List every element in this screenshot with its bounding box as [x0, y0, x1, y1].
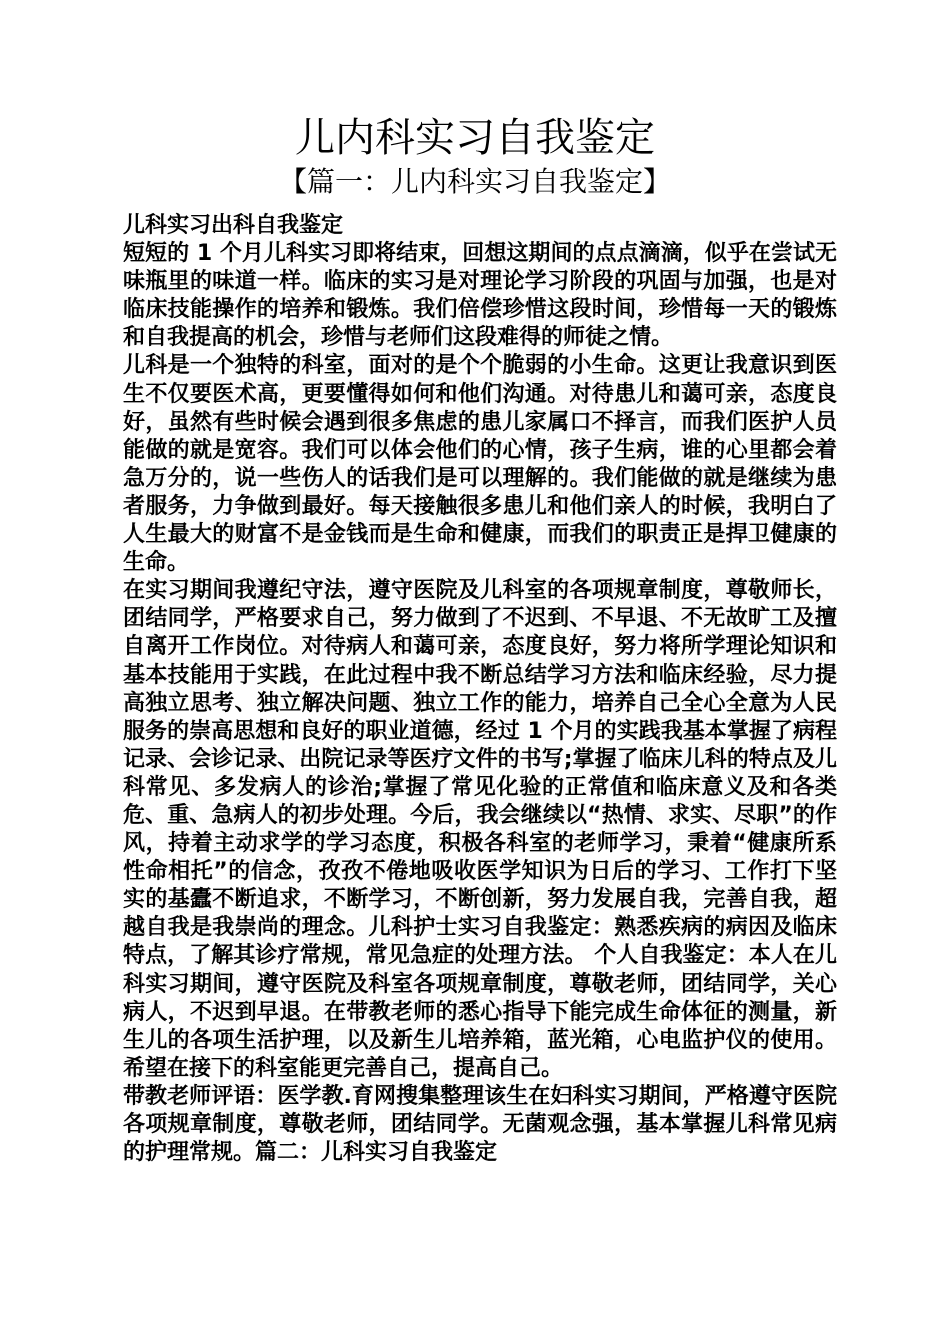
document-body	[117, 212, 837, 1167]
document-title: 儿内科实习自我鉴定	[295, 115, 655, 161]
section-heading: 儿科实习出科自我鉴定	[123, 213, 344, 238]
paragraph-1: 短短的 1 个月儿科实习即将结束，回想这期间的点点滴滴，似乎在尝试无味瓶里的味道一样。临床的实习是对理论学习阶段的巩固与加强，也是对临床技能操作的培养和锻炼。我们倍偿珍惜这段时间，珍惜每一天的锻炼和自我提高的机会，珍惜与老师们这段难得的师徒之情。	[123, 241, 837, 351]
document-subtitle: 【篇一：儿内科实习自我鉴定】	[278, 165, 671, 198]
paragraph-3: 在实习期间我遵纪守法，遵守医院及儿科室的各项规章制度，尊敬师长，团结同学，严格要求自己，努力做到了不迟到、不早退、不无故旷工及擅自离开工作岗位。对待病人和蔼可亲，态度良好，努力将所学理论知识和基本技能用于实践，在此过程中我不断总结学习方法和临床经验，尽力提高独立思考、独立解决问题、独立工作的能力，培养自己全心全意为人民服务的崇高思想和良好的职业道德，经过 1 个月的实践我基本掌握了病程记录、会诊记录、出院记录等医疗文件的书写;掌握了临床儿科的特点及儿科常见、多发病人的诊治;掌握了常见化验的正常值和临床意义及和各类危、重、急病人的初步处理。今后，我会继续以“热情、求实、尽职”的作风，持着主动求学的学习态度，积极各科室的老师学习，秉着“健康所系性命相托”的信念，孜孜不倦地吸收医学知识为日后的学习、工作打下坚实的基蠹不断追求，不断学习，不断创新，努力发展自我，完善自我，超越自我是我崇尚的理念。儿科护士实习自我鉴定：熟悉疾病的病因及临床特点，了解其诊疗常规，常见急症的处理方法。 个人自我鉴定：本人在儿科实习期间，遵守医院及科室各项规章制度，尊敬老师，团结同学，关心病人，不迟到早退。在带教老师的悉心指导下能完成生命体征的测量，新生儿的各项生活护理，以及新生儿培养箱，蓝光箱，心电监护仪的使用。希望在接下的科室能更完善自己，提高自己。	[123, 578, 837, 1081]
paragraph-2: 儿科是一个独特的科室，面对的是个个脆弱的小生命。这更让我意识到医生不仅要医术高，更要懂得如何和他们沟通。对待患儿和蔼可亲，态度良好，虽然有些时候会遇到很多焦虑的患儿家属口不择言，而我们医护人员能做的就是宽容。我们可以体会他们的心情，孩子生病，谁的心里都会着急万分的，说一些伤人的话我们是可以理解的。我们能做的就是继续为患者服务，力争做到最好。每天接触很多患儿和他们亲人的时候，我明白了人生最大的财富不是金钱而是生命和健康，而我们的职责正是捍卫健康的生命。	[123, 353, 837, 576]
paragraph-4: 带教老师评语：医学教.育网搜集整理该生在妇科实习期间，严格遵守医院各项规章制度，尊敬老师，团结同学。无菌观念强，基本掌握儿科常见病的护理常规。篇二：儿科实习自我鉴定	[123, 1083, 837, 1166]
